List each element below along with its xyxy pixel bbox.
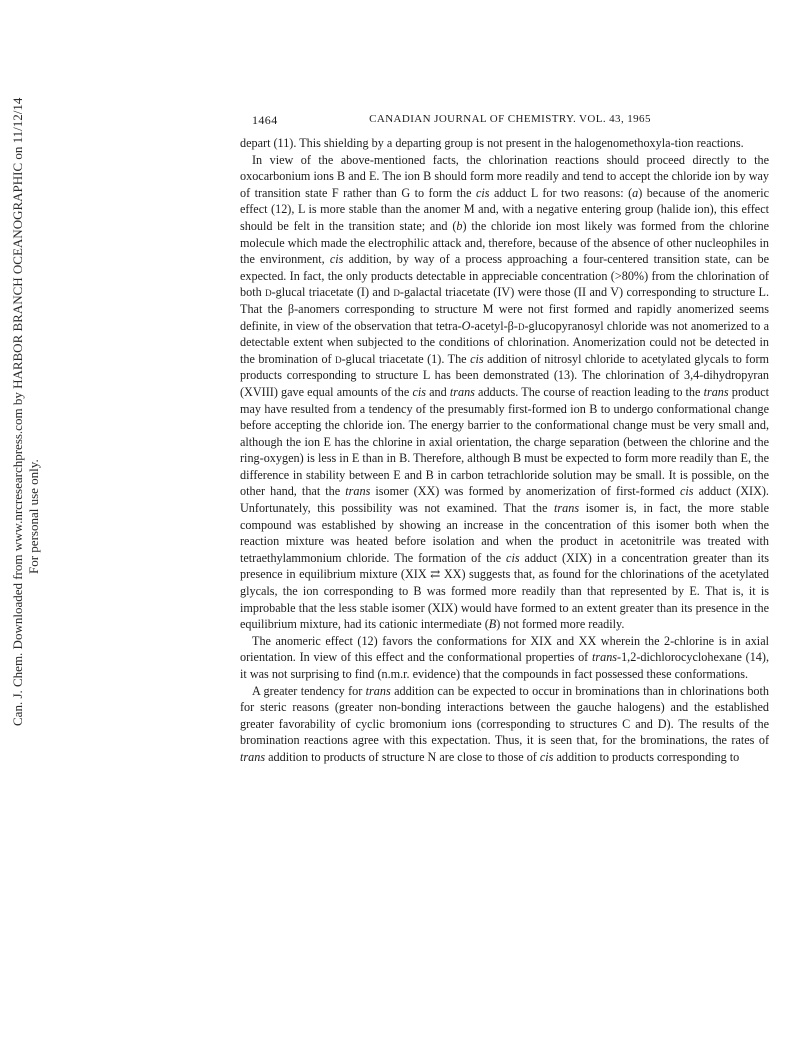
paragraph-continuation: depart (11). This shielding by a departing group is not present in the halogenomethoxyla-tion reactions. — [240, 136, 744, 150]
journal-running-title: CANADIAN JOURNAL OF CHEMISTRY. VOL. 43, 1965 — [369, 113, 651, 125]
download-watermark — [6, 0, 50, 1052]
running-header — [252, 113, 768, 129]
paragraph-anomeric-effect: The anomeric effect (12) favors the conformations for XIX and XX wherein the 2-chlorine is in axial orientation. In view of this effect and the conformational properties of trans-1,2-dichlorocyclohexane (14), it was not surprising to find (n.m.r. evidence) that the compounds in fact possessed these conformations. — [240, 633, 769, 681]
watermark-line-source: Can. J. Chem. Downloaded from www.nrcresearchpress.com by HARBOR BRANCH OCEANOGRAPHIC on 11/12/14 — [10, 97, 25, 726]
watermark-line-usage: For personal use only. — [26, 459, 41, 574]
page-number: 1464 — [252, 113, 278, 127]
paragraph-bromination: A greater tendency for trans addition can be expected to occur in brominations than in chlorinations both for steric reasons (greater non-bonding interactions between the gauche halogens) and the established greater favorability of cyclic bromonium ions (corresponding to structures C and D). The results of the bromination reactions agree with this expectation. Thus, it is seen that, for the brominations, the rates of trans addition to products of structure N are close to those of cis addition to products corresponding to — [240, 683, 769, 764]
article-body — [240, 135, 769, 766]
paragraph-chlorination-mechanism: In view of the above-mentioned facts, the chlorination reactions should proceed directly to the oxocarbonium ions B and E. The ion B should form more readily and tend to accept the chloride ion by way of transition state F rather than G to form the cis adduct L for two reasons: (a) because of the anomeric effect (12), L is more stable than the anomer M and, with a negative entering group (halide ion), this effect should be felt in the transition state; and (b) the chloride ion most likely was formed from the chlorine molecule which made the electrophilic attack and, therefore, because of the absence of other nucleophiles in the environment, cis addition, by way of a process approaching a four-centered transition state, can be expected. In fact, the only products detectable in appreciable concentration (>80%) from the chlorination of both d-glucal triacetate (I) and d-galactal triacetate (IV) were those (II and V) corresponding to structure L. That the β-anomers corresponding to structure M were not first formed and rapidly anomerized seems definite, in view of the observation that tetra-O-acetyl-β-d-glucopyranosyl chloride was not anomerized to a detectable extent when subjected to the conditions of chlorination. Anomerization could not be detected in the bromination of d-glucal triacetate (1). The cis addition of nitrosyl chloride to acetylated glycals to form products corresponding to structure L has been demonstrated (13). The chlorination of 3,4-dihydropyran (XVIII) gave equal amounts of the cis and trans adducts. The course of reaction leading to the trans product may have resulted from a tendency of the presumably first-formed ion B to undergo conformational change before accepting the chloride ion. The energy barrier to the conformational change must be very small and, although the ion E has the chlorine in axial orientation, the charge separation (between the chlorine and the ring-oxygen) is less in E than in B. Therefore, although B must be expected to form more readily than E, the difference in stability between E and B in carbon tetrachloride solution may be small. It is possible, on the other hand, that the trans isomer (XX) was formed by anomerization of first-formed cis adduct (XIX). Unfortunately, this possibility was not examined. That the trans isomer is, in fact, the more stable compound was established by showing an increase in the concentration of this isomer both when the reaction mixture was heated before isolation and when the product in acetonitrile was treated with tetraethylammonium chloride. The formation of the cis adduct (XIX) in a concentration greater than its presence in equilibrium mixture (XIX ⇄ XX) suggests that, as found for the chlorinations of the acetylated glycals, the ion corresponding to B was formed more readily than that represented by E. That is, it is improbable that the less stable isomer (XIX) would have formed to an extent greater than its presence in the equilibrium mixture, had its cationic intermediate (B) not formed more readily. — [240, 152, 770, 632]
